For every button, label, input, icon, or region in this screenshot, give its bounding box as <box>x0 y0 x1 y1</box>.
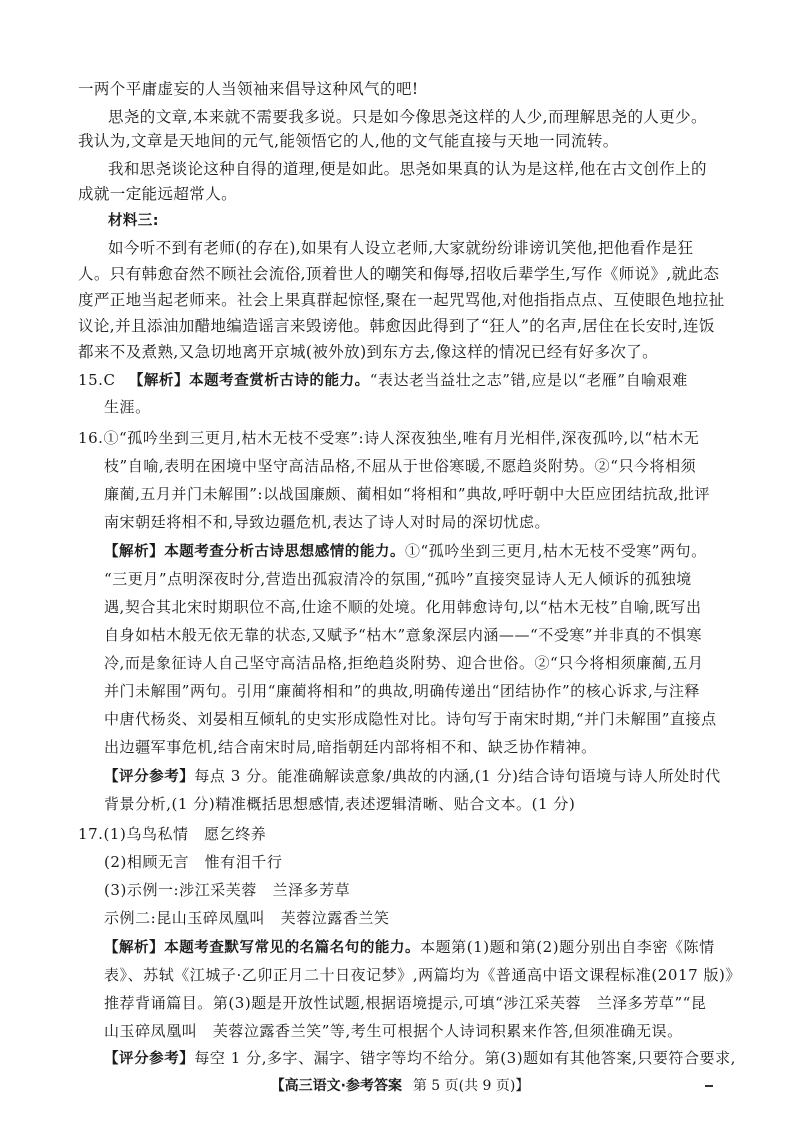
text-line: (2)相顾无言 惟有泪千行 <box>104 853 283 871</box>
corner-mark <box>705 1085 713 1087</box>
text-line: (3)示例一:涉江采芙蓉 兰泽多芳草 <box>104 881 351 899</box>
text-line: 出边疆军事危机,结合南宋时局,暗指朝廷内部将相不和、缺乏协作精神。 <box>104 738 597 756</box>
analysis-label: 【解析】本题考查默写常见的名篇名句的能力。 <box>104 940 421 956</box>
text-line: 南宋朝廷将相不和,导致边疆危机,表达了诗人对时局的深切忧虑。 <box>104 513 551 531</box>
text-line: 一两个平庸虚妄的人当领袖来倡导这种风气的吧! <box>78 80 419 98</box>
text-line: 并门未解围”两句。引用“廉蔺将相和”的典故,明确传递出“团结协作”的核心诉求,与注释 <box>104 682 700 700</box>
page-footer <box>0 1075 800 1095</box>
footer-page-number: 第 5 页(共 9 页)】 <box>412 1078 530 1094</box>
scoring-16 <box>104 766 728 787</box>
scoring-text: 每空 1 分,多字、漏字、错字等均不给分。第(3)题如有其他答案,只要符合要求, <box>194 1049 736 1067</box>
text-line: 人。只有韩愈奋然不顾社会流俗,顶着世人的嘲笑和侮辱,招收后辈学生,写作《师说》,就此态 <box>78 265 720 283</box>
text-line: 表》、苏轼《江城子·乙卯正月二十日夜记梦》,两篇均为《普通高中语文课程标准(2017 版)》 <box>104 966 741 984</box>
text-line: 遇,契合其北宋时期职位不高,仕途不顺的处境。化用韩愈诗句,以“枯木无枝”自喻,既写出 <box>104 598 702 616</box>
text-line: 都来不及煮熟,又急切地离开京城(被外放)到东方去,像这样的情况已经有好多次了。 <box>78 343 659 361</box>
footer-title: 【高三语文·参考答案 <box>270 1078 402 1094</box>
scoring-label: 【评分参考】 <box>104 1051 195 1067</box>
text-line: 如今听不到有老师(的存在),如果有人设立老师,大家就纷纷诽谤讥笑他,把他看作是狂 <box>108 239 694 257</box>
scoring-text: 每点 3 分。能准确解读意象/典故的内涵,(1 分)结合诗句语境与诗人所处时代 <box>194 767 721 785</box>
text-line: 冷,而是象征诗人自己坚守高洁品格,拒绝趋炎附势、迎合世俗。②“只今将相须廉蔺,五月 <box>104 654 704 672</box>
text-line: 背景分析,(1 分)精准概括思想感情,表述逻辑清晰、贴合文本。(1 分) <box>104 795 576 813</box>
analysis-text: “表达老当益壮之志”错,应是以“老雁”自喻艰难 <box>369 371 688 389</box>
text-line: 我认为,文章是天地间的元气,能领悟它的人,他的文气能直接与天地一同流转。 <box>78 132 619 150</box>
text-line: “三更月”点明深夜时分,营造出孤寂清冷的氛围,“孤吟”直接突显诗人无人倾诉的孤独境 <box>104 570 692 588</box>
analysis-label: 【解析】本题考查赏析古诗的能力。 <box>128 373 370 389</box>
text-line: 示例二:昆山玉碎凤凰叫 芙蓉泣露香兰笑 <box>104 909 390 927</box>
text-line: 枝”自喻,表明在困境中坚守高洁品格,不屈从于世俗寒暖,不愿趋炎附势。②“只今将相须 <box>104 457 697 475</box>
text-line: 生涯。 <box>104 398 151 416</box>
answer-17: 17.(1)乌鸟私情 愿乞终养 <box>78 825 267 843</box>
text-line: 思尧的文章,本来就不需要我多说。只是如今像思尧这样的人少,而理解思尧的人更少。 <box>108 108 707 126</box>
text-line: 中唐代杨炎、刘晏相互倾轧的史实形成隐性对比。诗句写于南宋时期,“并门未解围”直接点 <box>104 710 717 728</box>
text-line: 我和思尧谈论这种自得的道理,便是如此。思尧如果真的认为是这样,他在古文创作上的 <box>108 160 707 178</box>
text-line: 自身如枯木般无依无靠的状态,又赋予“枯木”意象深层内涵——“不受寒”并非真的不惧寒 <box>104 626 702 644</box>
scoring-17 <box>104 1048 736 1069</box>
analysis-16 <box>104 541 728 562</box>
text-line: 成就一定能远超常人。 <box>78 185 238 203</box>
analysis-text: ①“孤吟坐到三更月,枯木无枝不受寒”两句。 <box>405 542 707 560</box>
text-line: 度严正地当起老师来。社会上果真群起惊怪,聚在一起咒骂他,对他指指点点、互使眼色地拉扯 <box>78 291 725 309</box>
section-heading: 材料三: <box>108 213 159 229</box>
text-line: 山玉碎凤凰叫 芙蓉泣露香兰笑”等,考生可根据个人诗词积累来作答,但须准确无误。 <box>104 1022 683 1040</box>
analysis-label: 【解析】本题考查分析古诗思想感情的能力。 <box>104 544 405 560</box>
analysis-17 <box>104 937 728 958</box>
text-line: 廉蔺,五月并门未解围”:以战国廉颇、蔺相如“将相和”典故,呼吁朝中大臣应团结抗敌,批评 <box>104 485 711 503</box>
answer-16: 16.①“孤吟坐到三更月,枯木无枝不受寒”:诗人深夜独坐,唯有月光相伴,深夜孤吟,以“枯木无 <box>78 429 700 447</box>
text-line: 议论,并且添油加醋地编造谣言来毁谤他。韩愈因此得到了“狂人”的名声,居住在长安时,连饭 <box>78 317 715 335</box>
scoring-label: 【评分参考】 <box>104 769 195 785</box>
answer-15 <box>78 370 728 391</box>
text-line: 推荐背诵篇目。第(3)题是开放性试题,根据语境提示,可填“涉江采芙蓉 兰泽多芳草”“昆 <box>104 994 707 1012</box>
question-number: 15.C <box>78 371 116 389</box>
analysis-text: 本题第(1)题和第(2)题分别出自李密《陈情 <box>420 938 715 956</box>
